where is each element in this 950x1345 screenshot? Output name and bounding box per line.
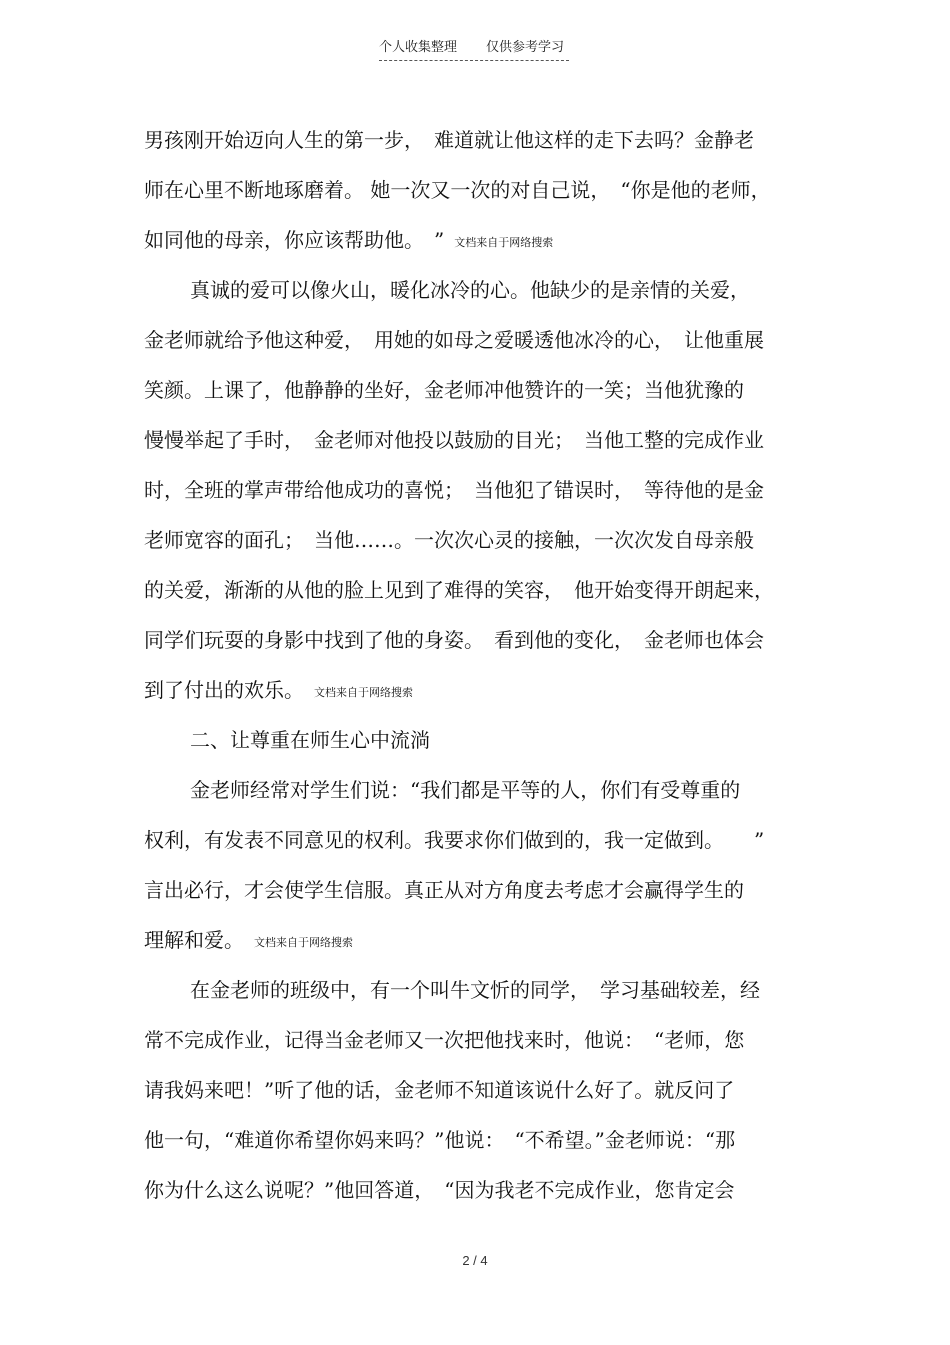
text-line: 师在心里不断地琢磨着。 她一次又一次的对自己说， “你是他的老师， (144, 178, 771, 202)
text-line: 同学们玩耍的身影中找到了他的身姿。 看到他的变化， 金老师也体会 (144, 628, 764, 652)
text-line: 真诚的爱可以像火山，暖化冰冷的心。他缺少的是亲情的关爱， (190, 278, 750, 302)
text-line: 权利，有发表不同意见的权利。我要求你们做到的，我一定做到。 ” (144, 828, 765, 852)
text-line: 言出必行，才会使学生信服。真正从对方角度去考虑才会赢得学生的 (144, 878, 744, 902)
text-line: 慢慢举起了手时， 金老师对他投以鼓励的目光； 当他工整的完成作业 (144, 428, 764, 452)
text-line: 在金老师的班级中，有一个叫牛文忻的同学， 学习基础较差，经 (190, 978, 760, 1002)
text-line: 请我妈来吧！”听了他的话，金老师不知道该说什么好了。就反问了 (144, 1078, 735, 1102)
source-note: 文档来自于网络搜索 (314, 686, 413, 699)
text-line: 的关爱，渐渐的从他的脸上见到了难得的笑容， 他开始变得开朗起来， (144, 578, 774, 602)
text-line: 如同他的母亲，你应该帮助他。 ” 文档来自于网络搜索 (144, 228, 554, 252)
text-line: 金老师就给予他这种爱， 用她的如母之爱暖透他冰冷的心， 让他重展 (144, 328, 764, 352)
text-line: 时，全班的掌声带给他成功的喜悦； 当他犯了错误时， 等待他的是金 (144, 478, 764, 502)
section-heading: 二、让尊重在师生心中流淌 (190, 728, 430, 752)
text-line: 金老师经常对学生们说：“我们都是平等的人，你们有受尊重的 (190, 778, 741, 802)
text-line: 理解和爱。 文档来自于网络搜索 (144, 928, 353, 952)
header-right-text: 仅供参考学习 (486, 40, 565, 55)
page-header (379, 38, 569, 61)
text-line: 他一句，“难道你希望你妈来吗？”他说： “不希望。”金老师说：“那 (144, 1128, 736, 1152)
page-number: 2 / 4 (462, 1253, 488, 1268)
source-note: 文档来自于网络搜索 (254, 936, 353, 949)
text-line: 你为什么这么说呢？”他回答道， “因为我老不完成作业，您肯定会 (144, 1178, 735, 1202)
source-note: 文档来自于网络搜索 (454, 236, 554, 249)
text-line: 笑颜。上课了，他静静的坐好，金老师冲他赞许的一笑；当他犹豫的 (144, 378, 744, 402)
text-line: 老师宽容的面孔； 当他……。一次次心灵的接触，一次次发自母亲般 (144, 528, 754, 552)
text-line: 到了付出的欢乐。 文档来自于网络搜索 (144, 678, 413, 702)
text-line: 男孩刚开始迈向人生的第一步， 难道就让他这样的走下去吗？金静老 (144, 128, 754, 152)
header-left-text: 个人收集整理 (379, 40, 458, 55)
text-line: 常不完成作业，记得当金老师又一次把他找来时，他说： “老师，您 (144, 1028, 745, 1052)
